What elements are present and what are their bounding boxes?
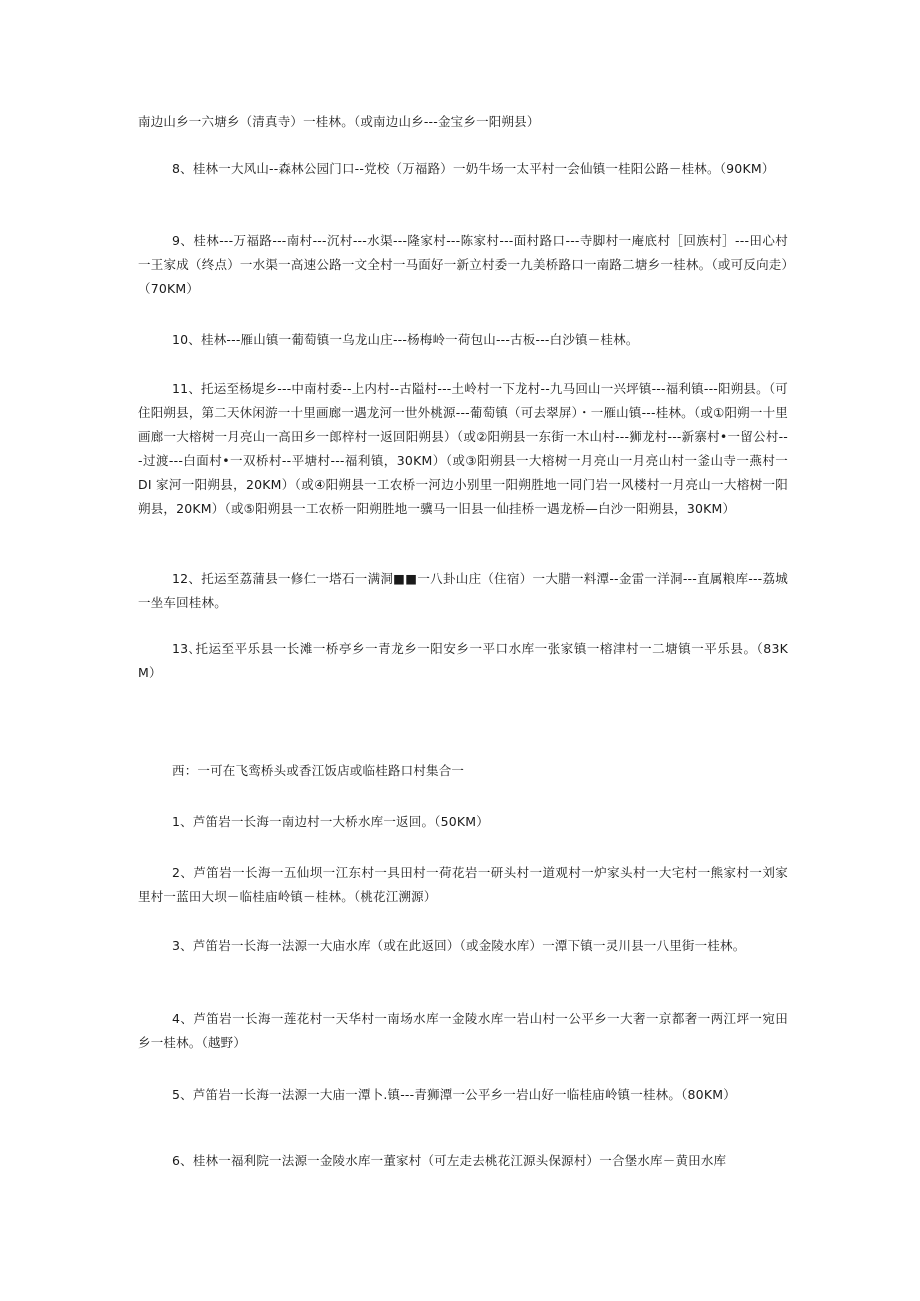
section-heading-west: 西：一可在飞鸾桥头或香江饭店或临桂路口村集合一 (172, 763, 465, 778)
paragraph-route-9: 9、桂林---万福路---南村---沉村---水渠---隆家村---陈家村---面村路口---寺脚村一庵底村［回族村］---田心村一王家成（终点）一水渠一高速公路一文全村一马面好一新立村委一九美桥路口一南路二塘乡一桂林。（或可反向走）（70KM） (138, 233, 788, 296)
paragraph-west-1: 1、芦笛岩一长海一南边村一大桥水库一返回。（50KM） (172, 814, 489, 829)
paragraph-west-6: 6、桂林一福利院一法源一金陵水库一董家村（可左走去桃花江源头保源村）一合堡水库－黄田水库 (172, 1153, 727, 1168)
paragraph-west-3: 3、芦笛岩一长海一法源一大庙水库（或在此返回）（或金陵水库）一潭下镇一灵川县一八里街一桂林。 (172, 938, 746, 953)
paragraph-west-4: 4、芦笛岩一长海一莲花村一天华村一南场水库一金陵水库一岩山村一公平乡一大奢一京都奢一两江坪一宛田乡一桂林。（越野） (138, 1011, 788, 1050)
paragraph-route-8: 8、桂林一大风山--森林公园门口--党校（万福路）一奶牛场一太平村一会仙镇一桂阳公路－桂林。（90KM） (172, 161, 775, 176)
paragraph-west-5: 5、芦笛岩一长海一法源一大庙一潭卜.镇---青狮潭一公平乡一岩山好一临桂庙岭镇一桂林。（80KM） (172, 1087, 736, 1102)
paragraph-route-12: 12、托运至荔蒲县一修仁一塔石一满洞■■一八卦山庄（住宿）一大腊一料潭--金雷一洋洞---直属粮库---荔城一坐车回桂林。 (138, 571, 788, 610)
paragraph-0: 南边山乡一六塘乡（清真寺）一桂林。（或南边山乡---金宝乡一阳朔县） (138, 114, 540, 129)
paragraph-west-2: 2、芦笛岩一长海一五仙坝一江东村一具田村一荷花岩一研头村一道观村一炉家头村一大宅村一熊家村一刘家里村一蓝田大坝－临桂庙岭镇－桂林。（桃花江溯源） (138, 865, 788, 904)
paragraph-route-10: 10、桂林---雁山镇一葡萄镇一乌龙山庄---杨梅岭一荷包山---古板---白沙镇－桂林。 (172, 332, 639, 347)
paragraph-route-11: 11、托运至杨堤乡---中南村委--上内村--古隘村---土岭村一下龙村--九马回山一兴坪镇---福利镇---阳朔县。（可住阳朔县，第二天休闲游一十里画廊一遇龙河一世外桃源---葡萄镇（可去翠屏）・一雁山镇---桂林。（或①阳朔一十里画廊一大榕树一月亮山一高田乡一郎梓村一返回阳朔县）（或②阳朔县一东街一木山村---狮龙村---新寨村•一留公村---过渡---白面村•一双桥村--平塘村---福利镇，30KM）（或③阳朔县一大榕树一月亮山一月亮山村一釜山寺一燕村一 DI 家河一阳朔县，20KM）（或④阳朔县一工农桥一河边小别里一阳朔胜地一同门岩一风楼村一月亮山一大榕树一阳朔县，20KM）（或⑤阳朔县一工农桥一阳朔胜地一骥马一旧县一仙挂桥一遇龙桥—白沙一阳朔县，30KM） (138, 381, 788, 516)
paragraph-route-13: 13､托运至平乐县一长滩一桥亭乡一青龙乡一阳安乡一平口水库一张家镇一榕津村一二塘镇一平乐县。（83KM） (138, 641, 788, 680)
